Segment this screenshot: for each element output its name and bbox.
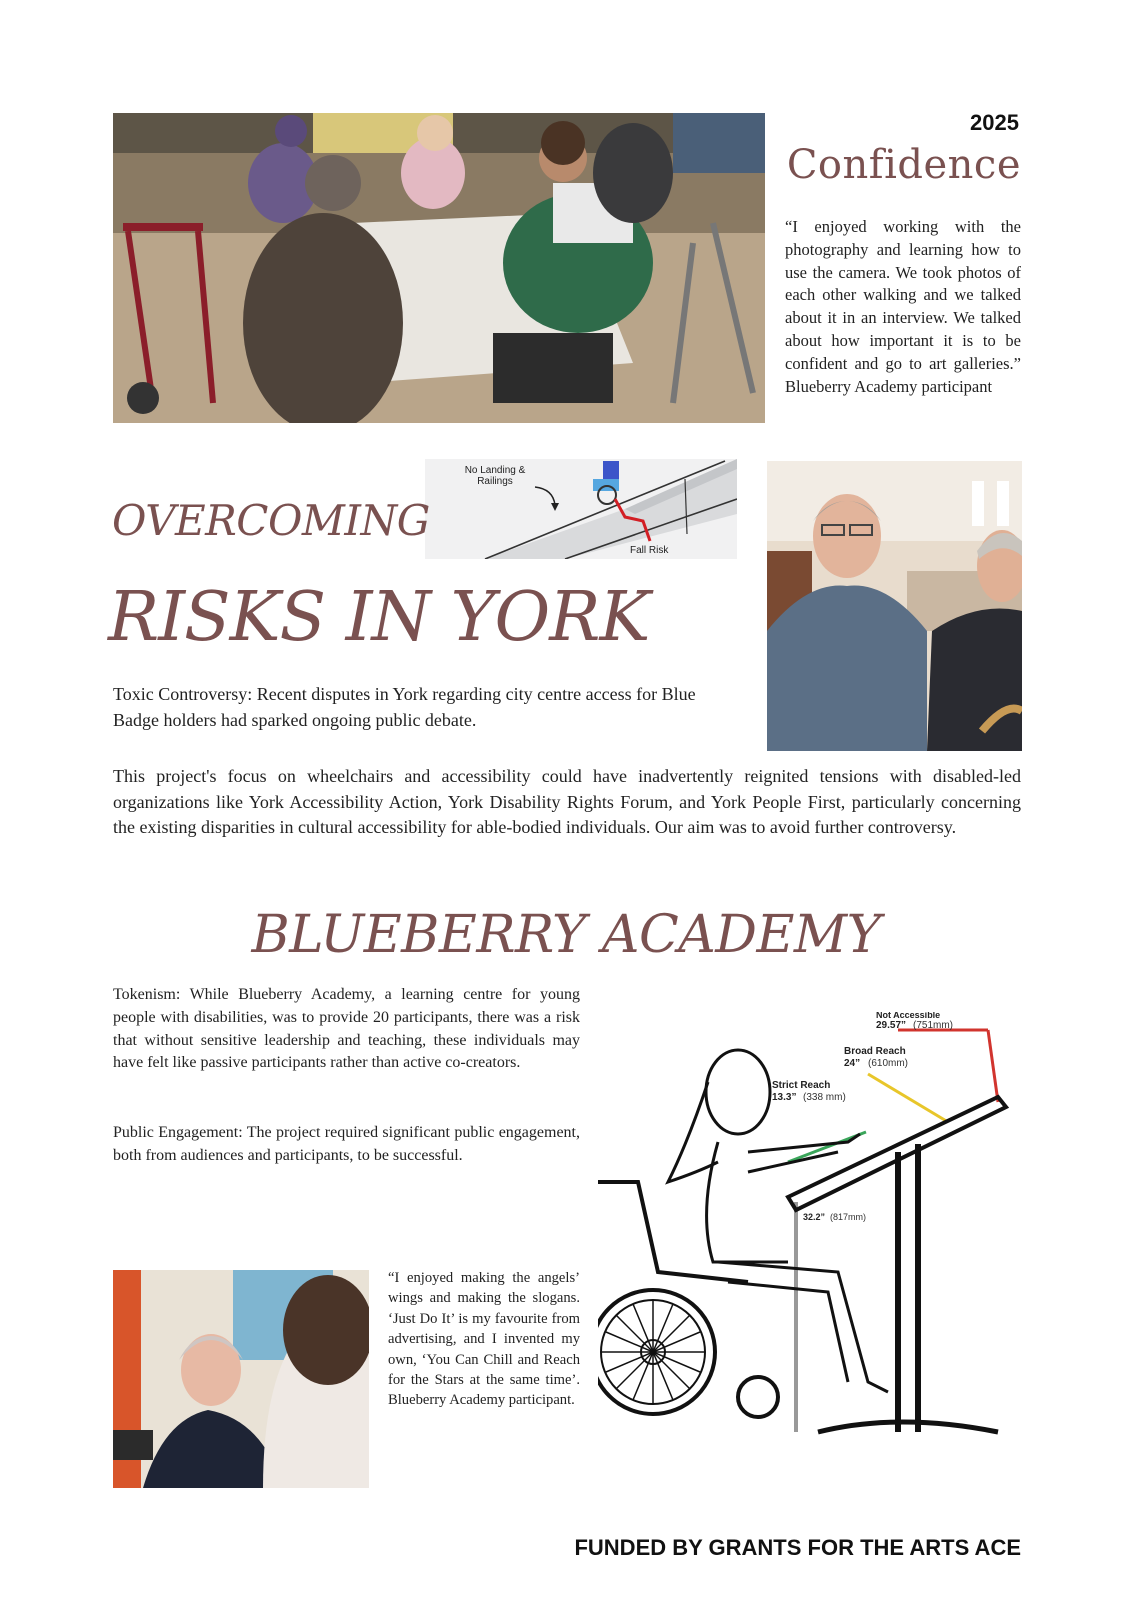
- section-title-confidence: Confidence: [786, 142, 1021, 188]
- ramp-label-fall-risk: Fall Risk: [630, 545, 669, 556]
- two-men-photo: [767, 461, 1022, 751]
- broad-reach-mm: (610mm): [868, 1058, 909, 1069]
- funding-credit: FUNDED BY GRANTS FOR THE ARTS ACE: [574, 1535, 1021, 1560]
- strict-reach-mm: (338 mm): [803, 1092, 846, 1103]
- broad-reach-label: Broad Reach: [844, 1046, 906, 1057]
- broad-reach-value: 24”: [844, 1058, 861, 1069]
- year-label: 2025: [970, 110, 1019, 135]
- toxic-controversy-paragraph: Toxic Controversy: Recent disputes in York regarding city centre access for Blue Badge holders had sparked ongoing public debate.: [113, 684, 696, 730]
- heading-blueberry-academy: BLUEBERRY ACADEMY: [251, 905, 881, 965]
- tokenism-paragraph: Tokenism: While Blueberry Academy, a learning centre for young people with disabilities, was to provide 20 participants, there was a risk that without sensitive leadership and teaching, these individuals may have felt like passive participants rather than active co-creators.: [113, 986, 580, 1072]
- ramp-label-railings: Railings: [477, 476, 513, 487]
- woman-speaking-photo: [113, 1270, 369, 1488]
- table-height-value: 32.2”: [803, 1212, 826, 1222]
- table-height-mm: (817mm): [830, 1212, 867, 1222]
- wheelchair-reach-diagram: [598, 1012, 1018, 1442]
- not-accessible-value: 29.57”: [876, 1020, 907, 1031]
- workshop-photo: [113, 113, 765, 423]
- ramp-label-no-landing: No Landing &: [464, 465, 526, 476]
- not-accessible-mm: (751mm): [913, 1020, 954, 1031]
- heading-risks-in-york: RISKS IN YORK: [108, 578, 650, 657]
- not-accessible-label: Not Accessible: [876, 1012, 941, 1020]
- participant-quote-angels-wings: “I enjoyed making the angels’ wings and making the slogans. ‘Just Do It’ is my favourite from advertising, and I invented my own, ‘You Can Chill and Reach for the Stars at the same time’. Blueberry Academy participant.: [388, 1270, 580, 1409]
- project-focus-paragraph: This project's focus on wheelchairs and accessibility could have inadvertently reignited tensions with disabled-led organizations like York Accessibility Action, York Disability Rights Forum, and York People First, particularly concerning the existing disparities in cultural accessibility for able-bodied individuals. Our aim was to avoid further controversy.: [113, 766, 1021, 838]
- heading-overcoming: OVERCOMING: [112, 496, 430, 545]
- public-engagement-paragraph: Public Engagement: The project required significant public engagement, both from audiences and participants, to be successful.: [113, 1124, 580, 1164]
- participant-quote-photography: “I enjoyed working with the photography and learning how to use the camera. We took photos of each other walking and we talked about it in an interview. We talked about how important it is to be confident and go to art galleries.” Blueberry Academy participant: [785, 217, 1021, 396]
- ramp-fall-risk-diagram: [425, 459, 737, 559]
- strict-reach-label: Strict Reach: [772, 1080, 831, 1091]
- strict-reach-value: 13.3”: [772, 1092, 797, 1103]
